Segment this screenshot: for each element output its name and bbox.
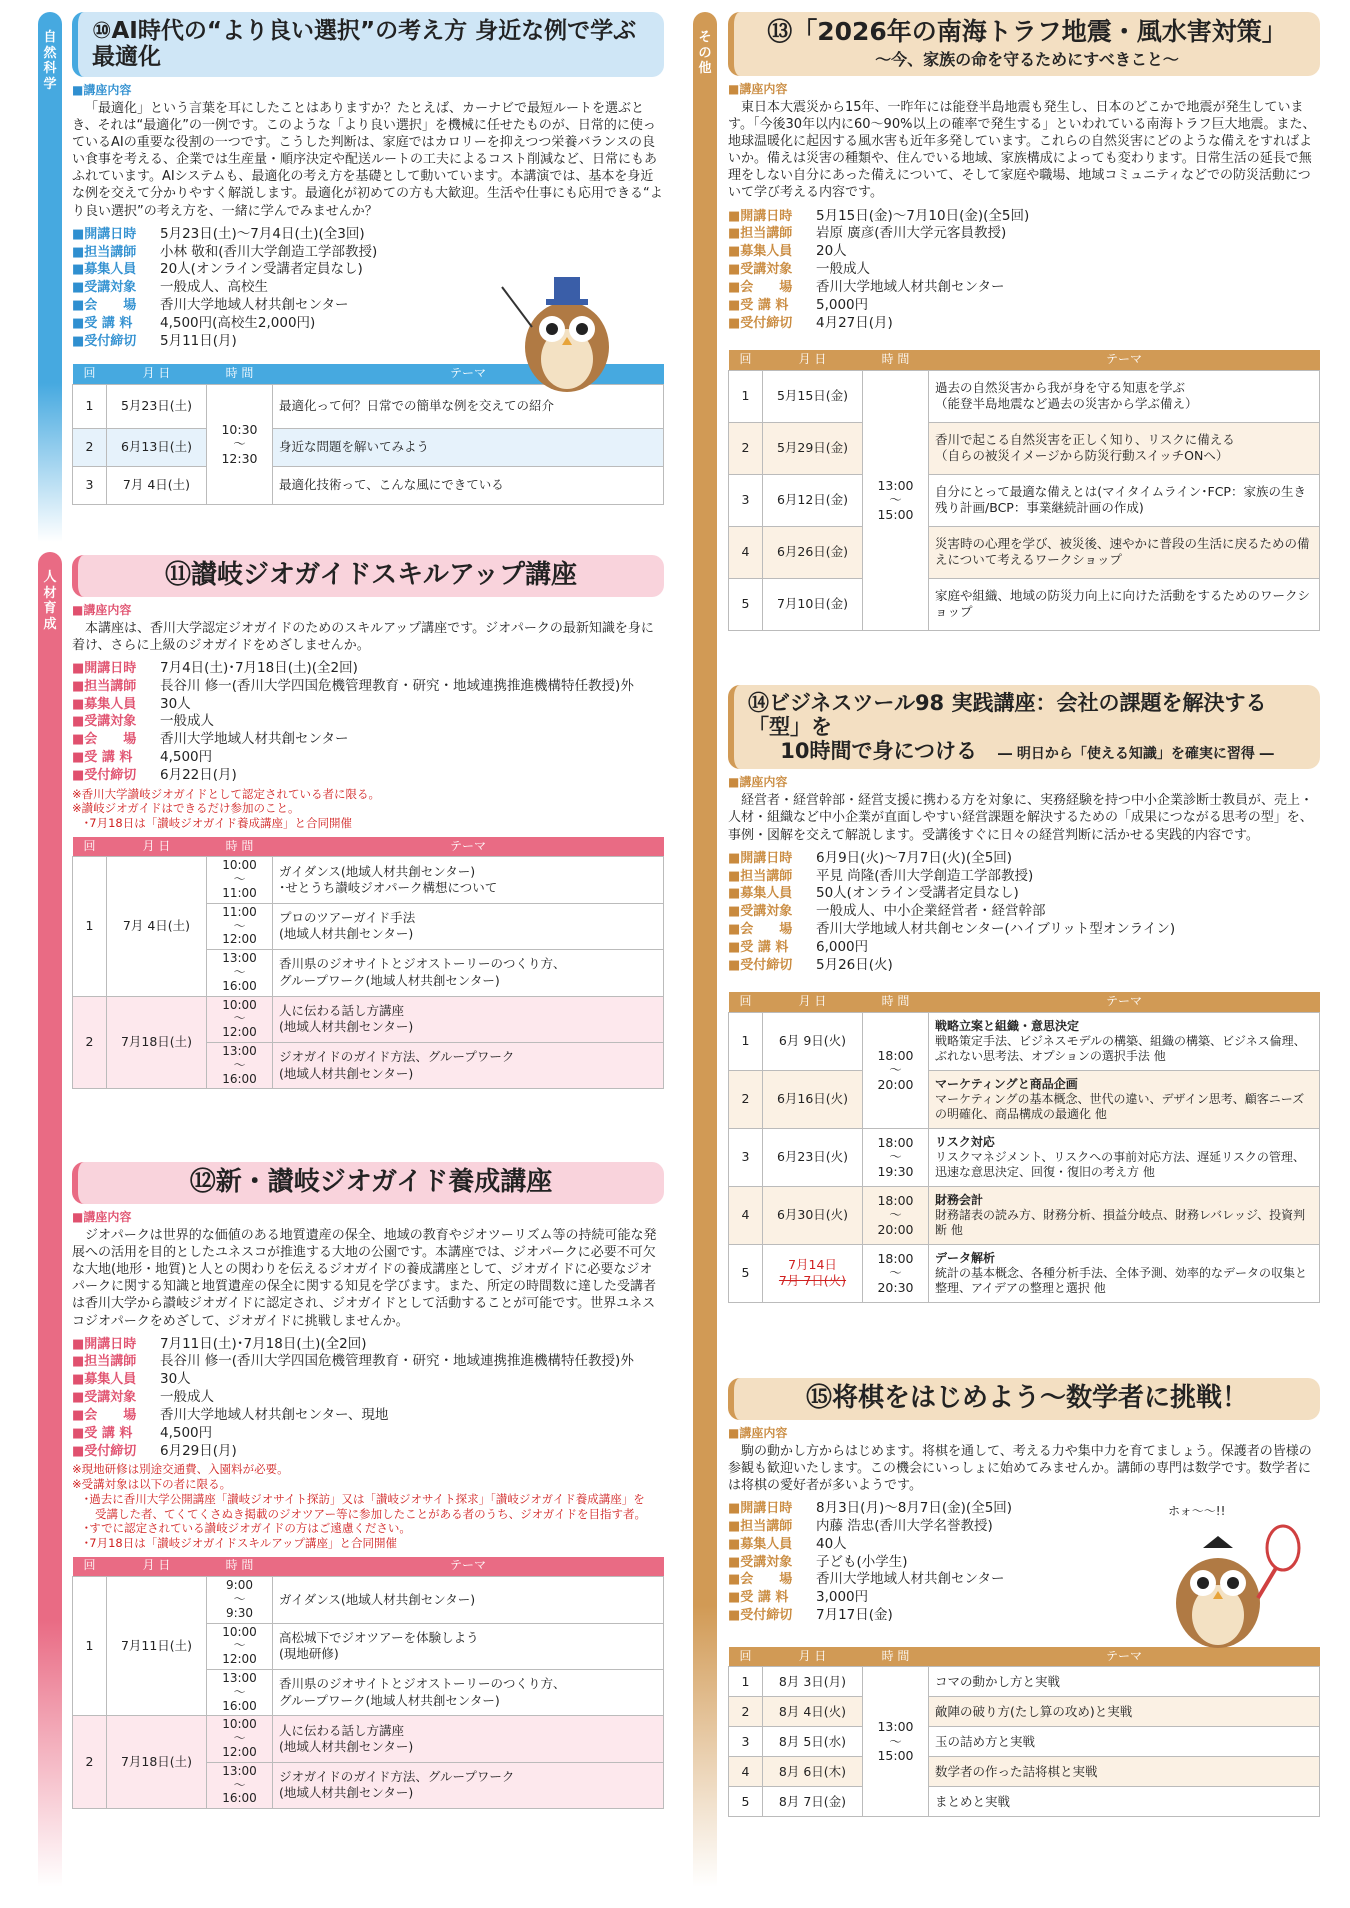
session-date: 6月13日(土) xyxy=(107,428,207,466)
info-label: ■ 受講対象 xyxy=(728,1554,816,1572)
info-label: ■ 開講日時 xyxy=(728,850,816,868)
info-label: ■ 受 講 料 xyxy=(72,315,160,333)
info-value: 5月15日(金)～7月10日(金)(全5回) xyxy=(816,207,1030,224)
info-value: 一般成人 xyxy=(816,261,870,278)
info-label: ■ 受付締切 xyxy=(72,767,160,785)
info-label: ■ 会 場 xyxy=(728,279,816,297)
note-line: ･過去に香川大学公開講座「讃岐ジオサイト探訪」又は「讃岐ジオサイト探求」「讃岐ジオガイド養成講座」を xyxy=(72,1491,645,1506)
owl-teacher-illustration xyxy=(492,267,642,397)
course-12 xyxy=(72,1162,664,1809)
session-no: 4 xyxy=(729,1186,763,1244)
info-value: 50人(オンライン受講者定員なし) xyxy=(816,885,1019,902)
session-no: 5 xyxy=(729,1244,763,1302)
info-value: 香川大学地域人材共創センター xyxy=(816,1571,1005,1588)
session-date: 7月 4日(土) xyxy=(107,466,207,504)
header-date: 月 日 xyxy=(763,350,863,370)
info-label: ■ 担当講師 xyxy=(728,1518,816,1536)
session-date: 8月 7日(金) xyxy=(763,1787,863,1817)
course-15-description: 駒の動かし方からはじめます。将棋を通して、考える力や集中力を育てましょう。保護者の皆様の参観も歓迎いたします。この機会にいっしょに始めてみませんか。講師の専門は数学です。数学者には将棋の愛好者が多いようです。 xyxy=(728,1443,1312,1494)
theme-heading: マーケティングと商品企画 xyxy=(935,1076,1078,1091)
info-label: ■ 募集人員 xyxy=(72,261,160,279)
session-date: 6月12日(金) xyxy=(763,474,863,526)
session-date: 5月23日(土) xyxy=(107,384,207,428)
info-value: 平見 尚隆(香川大学創造工学部教授) xyxy=(816,867,1034,884)
session-time: 13:00 ～ 15:00 xyxy=(863,1667,929,1817)
header-time: 時 間 xyxy=(863,1647,929,1667)
theme-heading: リスク対応 xyxy=(935,1134,995,1149)
session-theme xyxy=(929,1128,1320,1186)
info-value: 小林 敬和(香川大学創造工学部教授) xyxy=(160,243,378,260)
header-cell: 回 xyxy=(729,992,763,1012)
info-value: 7月4日(土)･7月18日(土)(全2回) xyxy=(160,660,358,677)
note-line: ･すでに認定されている讃岐ジオガイドの方はご遠慮ください。 xyxy=(72,1521,411,1536)
content-label: ■講座内容 xyxy=(728,81,788,96)
info-label: ■ 会 場 xyxy=(72,1407,160,1425)
course-13-schedule xyxy=(728,350,1320,631)
header-cell: 時 間 xyxy=(863,992,929,1012)
date-original: 7月 7日(火) xyxy=(778,1273,847,1289)
course-14-description: 経営者・経営幹部・経営支援に携わる方を対象に、実務経験を持つ中小企業診断士教員が、売上・人材・組織など中小企業が直面しやすい経営課題を解決するための「成果につながる思考の型」を、事例・図解を交えて解説します。受講後すぐに日々の経営判断に活かせる実践的内容です。 xyxy=(728,793,1314,843)
info-value: 20人 xyxy=(816,243,847,260)
session-no: 1 xyxy=(73,857,107,996)
session-date: 7月 4日(土) xyxy=(107,857,207,996)
course-12-notes xyxy=(72,1462,664,1550)
info-label: ■ 開講日時 xyxy=(72,226,160,244)
session-theme: 過去の自然災害から我が身を守る知恵を学ぶ （能登半島地震など過去の災害から学ぶ備え） xyxy=(929,370,1320,422)
note-line: 受講した者、てくてくさぬき掲載のジオツアー等に参加したことがある者のうち、ジオガイドを目指す者。 xyxy=(72,1506,646,1521)
info-value: 4,500円 xyxy=(160,749,213,766)
info-value: 30人 xyxy=(160,1371,191,1388)
session-time: 10:00 ～ 12:00 xyxy=(207,996,273,1042)
header-time: 時 間 xyxy=(863,350,929,370)
session-no: 4 xyxy=(729,1757,763,1787)
tab-other: その他 xyxy=(693,12,717,1887)
session-date: 6月23日(火) xyxy=(763,1128,863,1186)
info-value: 一般成人、高校生 xyxy=(160,279,268,296)
course-11-schedule xyxy=(72,837,664,1089)
info-value: 30人 xyxy=(160,695,191,712)
note-line: ※香川大学讃岐ジオガイドとして認定されている者に限る。 xyxy=(72,786,380,801)
session-date: 7月18日(土) xyxy=(107,1716,207,1809)
info-label: ■ 受講対象 xyxy=(728,903,816,921)
header-cell: テーマ xyxy=(273,837,664,857)
info-value: 3,000円 xyxy=(816,1589,869,1606)
session-theme: 身近な問題を解いてみよう xyxy=(273,428,664,466)
info-value: 一般成人 xyxy=(160,713,214,730)
session-time: 10:00 ～ 12:00 xyxy=(207,1623,273,1669)
info-label: ■ 募集人員 xyxy=(728,243,816,261)
course-12-description: ジオパークは世界的な価値のある地質遺産の保全、地域の教育やジオツーリズム等の持続可能な発展への活用を目的としたユネスコが推進する大地の公園です。本講座では、ジオパークに必要不可欠な大地(地形・地質)と人との関わりを伝えるジオガイドの養成講座として、ジオガイドに必要なジオパークに関する知識と地質遺産の保全に関する知見を学びます。また、所定の時間数に達した受講者は香川大学から讃岐ジオガイドに認定され、ジオガイドとして活動することが可能です。世界ユネスコジオパークをめざして、ジオガイドに挑戦しませんか。 xyxy=(72,1227,657,1329)
header-theme: テーマ xyxy=(929,1647,1320,1667)
session-theme: ジオガイドのガイド方法、グループワーク (地域人材共創センター) xyxy=(273,1762,664,1808)
info-label: ■ 受講対象 xyxy=(72,1389,160,1407)
course-12-title-bar xyxy=(72,1162,664,1204)
course-14-title-line2: 10時間で身につける xyxy=(780,739,978,764)
info-label: ■ 担当講師 xyxy=(728,225,816,243)
session-date: 7月11日(土) xyxy=(107,1577,207,1716)
session-theme: コマの動かし方と実戦 xyxy=(929,1667,1320,1697)
session-theme: 最適化技術って、こんな風にできている xyxy=(273,466,664,504)
course-12-info xyxy=(72,1336,664,1461)
info-value: 香川大学地域人材共創センター(ハイブリット型オンライン) xyxy=(816,920,1176,937)
info-label: ■ 受 講 料 xyxy=(728,939,816,957)
info-value: 5月23日(土)～7月4日(土)(全3回) xyxy=(160,225,365,242)
info-label: ■ 受 講 料 xyxy=(72,1425,160,1443)
content-label: ■講座内容 xyxy=(72,82,132,97)
session-date: 6月26日(金) xyxy=(763,526,863,578)
session-date: 6月 9日(火) xyxy=(763,1012,863,1070)
session-no: 2 xyxy=(73,428,107,466)
course-15-schedule xyxy=(728,1647,1320,1818)
session-date: 6月16日(火) xyxy=(763,1070,863,1128)
session-date: 7月10日(金) xyxy=(763,578,863,630)
session-time: 13:00 ～ 16:00 xyxy=(207,1669,273,1715)
info-value: 20人(オンライン受講者定員なし) xyxy=(160,261,363,278)
tab-human-resources: 人材育成 xyxy=(38,552,62,1887)
session-no: 2 xyxy=(729,1070,763,1128)
course-14-schedule xyxy=(728,992,1320,1303)
session-time: 10:00 ～ 11:00 xyxy=(207,857,273,903)
info-label: ■ 開講日時 xyxy=(728,208,816,226)
session-no: 2 xyxy=(729,422,763,474)
course-13-description: 東日本大震災から15年、一昨年には能登半島地震も発生し、日本のどこかで地震が発生しています。「今後30年以内に60～90%以上の確率で発生する」といわれている南海トラフ巨大地震。また、地球温暖化に起因する風水害も近年多発しています。これらの自然災害にどのような備えをすればよいか。備えは災害の種類や、住んでいる地域、家族構成によっても変わります。日常生活の延長で無理をしない自分にあった備えについて、そして家庭や職場、地域コミュニティなどでの防災活動について学び考える内容です。 xyxy=(728,99,1316,201)
session-theme: 災害時の心理を学び、被災後、速やかに普段の生活に戻るための備えについて考えるワークショップ xyxy=(929,526,1320,578)
session-no: 3 xyxy=(729,1727,763,1757)
info-value: 6月22日(月) xyxy=(160,766,237,783)
info-value: 4月27日(月) xyxy=(816,314,893,331)
info-value: 香川大学地域人材共創センター xyxy=(160,297,349,314)
session-no: 2 xyxy=(729,1697,763,1727)
session-time: 13:00 ～ 15:00 xyxy=(863,370,929,630)
course-14-tagline: ― 明日から「使える知識」を確実に習得 ― xyxy=(998,746,1274,763)
session-date: 5月29日(金) xyxy=(763,422,863,474)
session-date: 8月 5日(水) xyxy=(763,1727,863,1757)
course-13-subtitle: ～今、家族の命を守るためにすべきこと～ xyxy=(875,49,1179,69)
content-label: ■講座内容 xyxy=(72,1209,132,1224)
info-label: ■ 受付締切 xyxy=(728,957,816,975)
info-value: 5月11日(月) xyxy=(160,332,237,349)
content-label: ■講座内容 xyxy=(728,775,788,790)
tab-natural-science: 自然科学 xyxy=(38,12,62,542)
session-theme: 高松城下でジオツアーを体験しよう (現地研修) xyxy=(273,1623,664,1669)
session-time: 13:00 ～ 16:00 xyxy=(207,950,273,996)
course-10-info xyxy=(72,226,452,351)
info-label: ■ 会 場 xyxy=(72,297,160,315)
course-15 xyxy=(728,1378,1320,1817)
info-label: ■ 開講日時 xyxy=(728,1500,816,1518)
session-date: 8月 3日(月) xyxy=(763,1667,863,1697)
info-label: ■ 担当講師 xyxy=(72,1353,160,1371)
session-no: 2 xyxy=(73,1716,107,1809)
info-value: 8月3日(月)～8月7日(金)(全5回) xyxy=(816,1500,1013,1517)
info-label: ■ 受 講 料 xyxy=(728,1589,816,1607)
course-14 xyxy=(728,685,1320,1303)
course-13 xyxy=(728,12,1320,631)
course-11-title-bar xyxy=(72,555,664,597)
header-no: 回 xyxy=(73,364,107,384)
info-value: 内藤 浩忠(香川大学名誉教授) xyxy=(816,1518,993,1534)
note-line: ･7月18日は「讃岐ジオガイド養成講座」と合同開催 xyxy=(72,816,353,831)
info-value: 6月9日(火)～7月7日(火)(全5回) xyxy=(816,849,1013,866)
course-11-notes xyxy=(72,787,664,831)
info-value: 香川大学地域人材共創センター、現地 xyxy=(160,1406,389,1423)
session-date: 6月30日(火) xyxy=(763,1186,863,1244)
session-time: 18:00 ～ 19:30 xyxy=(863,1128,929,1186)
course-15-title: ⑮将棋をはじめよう～数学者に挑戦！ xyxy=(805,1383,1248,1413)
session-no: 3 xyxy=(729,474,763,526)
session-date: 5月15日(金) xyxy=(763,370,863,422)
session-date xyxy=(763,1244,863,1302)
session-theme: 人に伝わる話し方講座 (地域人材共創センター) xyxy=(273,996,664,1042)
theme-heading: 戦略立案と組織・意思決定 xyxy=(935,1018,1080,1033)
info-value: 長谷川 修一(香川大学四国危機管理教育・研究・地域連携推進機構特任教授)外 xyxy=(160,677,634,694)
header-cell: テーマ xyxy=(929,992,1320,1012)
session-no: 2 xyxy=(73,996,107,1089)
header-no: 回 xyxy=(729,350,763,370)
session-theme: 敵陣の破り方(たし算の攻め)と実戦 xyxy=(929,1697,1320,1727)
info-value: 長谷川 修一(香川大学四国危機管理教育・研究・地域連携推進機構特任教授)外 xyxy=(160,1353,634,1370)
course-10 xyxy=(72,12,664,505)
theme-body: 統計の基本概念、各種分析手法、全体予測、効率的なデータの収集と整理、アイデアの整理と選択 他 xyxy=(935,1265,1308,1295)
course-10-title: ⑩AI時代の“より良い選択”の考え方 身近な例で学ぶ最適化 xyxy=(92,18,637,71)
info-value: 40人 xyxy=(816,1535,847,1552)
info-label: ■ 受講対象 xyxy=(72,279,160,297)
info-value: 香川大学地域人材共創センター xyxy=(816,278,1005,295)
session-no: 1 xyxy=(729,1667,763,1697)
session-date: 8月 4日(火) xyxy=(763,1697,863,1727)
header-cell: 月 日 xyxy=(763,992,863,1012)
course-14-title: ⑭ビジネスツール98 実践講座：会社の課題を解決する「型」を xyxy=(748,691,1267,740)
course-11-info xyxy=(72,660,664,785)
course-14-info xyxy=(728,850,1320,975)
info-value: 岩原 廣彦(香川大学元客員教授) xyxy=(816,225,1007,242)
info-value: 6,000円 xyxy=(816,938,869,955)
course-11 xyxy=(72,555,664,1089)
session-no: 3 xyxy=(729,1128,763,1186)
info-label: ■ 担当講師 xyxy=(728,868,816,886)
note-line: ･7月18日は「讃岐ジオガイドスキルアップ講座」と合同開催 xyxy=(72,1535,397,1550)
header-theme: テーマ xyxy=(929,350,1320,370)
session-no: 3 xyxy=(73,466,107,504)
info-label: ■ 開講日時 xyxy=(72,660,160,678)
session-no: 5 xyxy=(729,1787,763,1817)
session-no: 1 xyxy=(729,370,763,422)
theme-body: 戦略策定手法、ビジネスモデルの構築、組織の構築、ビジネス倫理、ぶれない思考法、オプションの選択手法 他 xyxy=(935,1033,1306,1063)
course-10-description: 「最適化」という言葉を耳にしたことはありますか？たとえば、カーナビで最短ルートを選ぶとき、それは“最適化”の一例です。このような「より良い選択」を機械に任せたものが、日常的に使っているAIの重要な役割の一つです。こうした判断は、家庭ではカロリーを抑えつつ栄養バランスの良い食事を考える、企業では生産量・順序決定や配送ルートの工夫によるコスト削減など、日常にもあふれています。AIシステムも、最適化の考え方を基礎として動いています。本講演では、基本を身近な例を交えて分かりやすく解説します。最適化が初めての方も大歓迎。生活や仕事にも応用できる“より良い選択”の考え方を、一緒に学んでみませんか？ xyxy=(72,100,663,219)
info-label: ■ 会 場 xyxy=(728,1571,816,1589)
info-value: 一般成人、中小企業経営者・経営幹部 xyxy=(816,903,1046,920)
session-theme: まとめと実戦 xyxy=(929,1787,1320,1817)
session-theme: プロのツアーガイド手法 (地域人材共創センター) xyxy=(273,903,664,949)
session-no: 1 xyxy=(73,1577,107,1716)
session-time: 10:00 ～ 12:00 xyxy=(207,1716,273,1762)
session-theme xyxy=(929,1244,1320,1302)
owl-tennis-illustration xyxy=(1148,1498,1308,1658)
session-time: 18:00 ～ 20:00 xyxy=(863,1186,929,1244)
session-theme: 最適化って何？日常での簡単な例を交えての紹介 xyxy=(273,384,664,428)
session-theme xyxy=(929,1186,1320,1244)
session-theme: 家庭や組織、地域の防災力向上に向けた活動をするためのワークショップ xyxy=(929,578,1320,630)
course-14-title-bar xyxy=(728,685,1320,769)
course-13-title-bar xyxy=(728,12,1320,76)
session-time: 18:00 ～ 20:00 xyxy=(863,1012,929,1128)
session-theme: ガイダンス(地域人材共創センター) xyxy=(273,1577,664,1623)
info-value: 4,500円 xyxy=(160,1424,213,1441)
course-10-title-bar xyxy=(72,12,664,77)
note-line: ※受講対象は以下の者に限る。 xyxy=(72,1477,232,1492)
session-no: 4 xyxy=(729,526,763,578)
info-label: ■ 会 場 xyxy=(728,921,816,939)
info-label: ■ 受付締切 xyxy=(728,315,816,333)
course-13-title: ⑬「2026年の南海トラフ地震・風水害対策」 xyxy=(767,17,1287,46)
content-label: ■講座内容 xyxy=(728,1425,788,1440)
header-theme: テーマ xyxy=(273,364,664,384)
session-theme: 人に伝わる話し方講座 (地域人材共創センター) xyxy=(273,1716,664,1762)
info-label: ■ 受講対象 xyxy=(728,261,816,279)
info-label: ■ 担当講師 xyxy=(72,244,160,262)
course-12-title: ⑫新・讃岐ジオガイド養成講座 xyxy=(189,1167,553,1197)
header-time: 時 間 xyxy=(207,364,273,384)
theme-body: マーケティングの基本概念、世代の違い、デザイン思考、顧客ニーズの明確化、商品構成の最適化 他 xyxy=(935,1091,1305,1121)
info-label: ■ 受 講 料 xyxy=(72,749,160,767)
info-label: ■ 受講対象 xyxy=(72,713,160,731)
info-value: 7月11日(土)･7月18日(土)(全2回) xyxy=(160,1335,367,1352)
info-label: ■ 受付締切 xyxy=(72,1443,160,1461)
course-11-title: ⑪讃岐ジオガイドスキルアップ講座 xyxy=(164,560,578,590)
info-label: ■ 募集人員 xyxy=(728,885,816,903)
theme-heading: 財務会計 xyxy=(935,1192,984,1207)
session-no: 5 xyxy=(729,578,763,630)
session-no: 1 xyxy=(73,384,107,428)
session-no: 1 xyxy=(729,1012,763,1070)
header-date: 月 日 xyxy=(107,364,207,384)
header-date: 月 日 xyxy=(763,1647,863,1667)
info-label: ■ 会 場 xyxy=(72,731,160,749)
header-cell: 回 xyxy=(73,1557,107,1577)
course-15-info xyxy=(728,1500,1108,1625)
info-value: 5月26日(火) xyxy=(816,956,893,973)
theme-body: 財務諸表の読み方、財務分析、損益分岐点、財務レバレッジ、投資判断 他 xyxy=(935,1207,1306,1237)
info-label: ■ 担当講師 xyxy=(72,678,160,696)
course-11-description: 本講座は、香川大学認定ジオガイドのためのスキルアップ講座です。ジオパークの最新知識を身に着け、さらに上級のジオガイドをめざしませんか。 xyxy=(72,620,654,653)
session-theme: ジオガイドのガイド方法、グループワーク (地域人材共創センター) xyxy=(273,1042,664,1088)
info-value: 一般成人 xyxy=(160,1389,214,1406)
owl-exclamation: ホォ～～!! xyxy=(1168,1504,1226,1518)
session-theme: 香川県のジオサイトとジオストーリーのつくり方、 グループワーク(地域人材共創センター) xyxy=(273,950,664,996)
info-value: 6月29日(月) xyxy=(160,1442,237,1459)
info-value: 4,500円(高校生2,000円) xyxy=(160,314,316,331)
session-theme: 香川県のジオサイトとジオストーリーのつくり方、 グループワーク(地域人材共創センター) xyxy=(273,1669,664,1715)
header-no: 回 xyxy=(729,1647,763,1667)
session-time: 13:00 ～ 16:00 xyxy=(207,1762,273,1808)
info-label: ■ 受付締切 xyxy=(728,1607,816,1625)
session-time: 13:00 ～ 16:00 xyxy=(207,1042,273,1088)
session-date: 7月18日(土) xyxy=(107,996,207,1089)
session-time: 11:00 ～ 12:00 xyxy=(207,903,273,949)
note-line: ※讃岐ジオガイドはできるだけ参加のこと。 xyxy=(72,801,300,816)
info-label: ■ 募集人員 xyxy=(72,1371,160,1389)
session-time: 18:00 ～ 20:30 xyxy=(863,1244,929,1302)
session-time: 9:00 ～ 9:30 xyxy=(207,1577,273,1623)
header-cell: テーマ xyxy=(273,1557,664,1577)
session-time: 10:30 ～ 12:30 xyxy=(207,384,273,504)
session-theme xyxy=(929,1070,1320,1128)
info-value: 7月17日(金) xyxy=(816,1607,893,1624)
header-cell: 時 間 xyxy=(207,1557,273,1577)
info-label: ■ 開講日時 xyxy=(72,1336,160,1354)
header-cell: 月 日 xyxy=(107,837,207,857)
session-theme: 数学者の作った詰将棋と実戦 xyxy=(929,1757,1320,1787)
content-label: ■講座内容 xyxy=(72,602,132,617)
info-label: ■ 募集人員 xyxy=(728,1536,816,1554)
theme-heading: データ解析 xyxy=(935,1250,996,1265)
session-date: 8月 6日(木) xyxy=(763,1757,863,1787)
header-cell: 月 日 xyxy=(107,1557,207,1577)
header-cell: 時 間 xyxy=(207,837,273,857)
date-correction: 7月14日 xyxy=(788,1256,837,1272)
course-13-info xyxy=(728,208,1320,333)
info-value: 子ども(小学生) xyxy=(816,1553,908,1570)
session-theme: ガイダンス(地域人材共創センター) ･せとうち讃岐ジオパーク構想について xyxy=(273,857,664,903)
session-theme: 香川で起こる自然災害を正しく知り、リスクに備える （自らの被災イメージから防災行動スイッチONへ） xyxy=(929,422,1320,474)
session-theme: 玉の詰め方と実戦 xyxy=(929,1727,1320,1757)
info-label: ■ 受 講 料 xyxy=(728,297,816,315)
course-15-title-bar xyxy=(728,1378,1320,1420)
info-value: 香川大学地域人材共創センター xyxy=(160,731,349,748)
session-theme: 自分にとって最適な備えとは(マイタイムライン･FCP：家族の生き残り計画/BCP：事業継続計画の作成) xyxy=(929,474,1320,526)
info-value: 5,000円 xyxy=(816,296,869,313)
info-label: ■ 募集人員 xyxy=(72,696,160,714)
header-cell: 回 xyxy=(73,837,107,857)
session-theme xyxy=(929,1012,1320,1070)
theme-body: リスクマネジメント、リスクへの事前対応方法、遅延リスクの管理、迅速な意思決定、回復・復旧の考え方 他 xyxy=(935,1149,1305,1179)
course-12-schedule xyxy=(72,1557,664,1809)
info-label: ■ 受付締切 xyxy=(72,333,160,351)
note-line: ※現地研修は別途交通費、入園料が必要。 xyxy=(72,1462,289,1477)
